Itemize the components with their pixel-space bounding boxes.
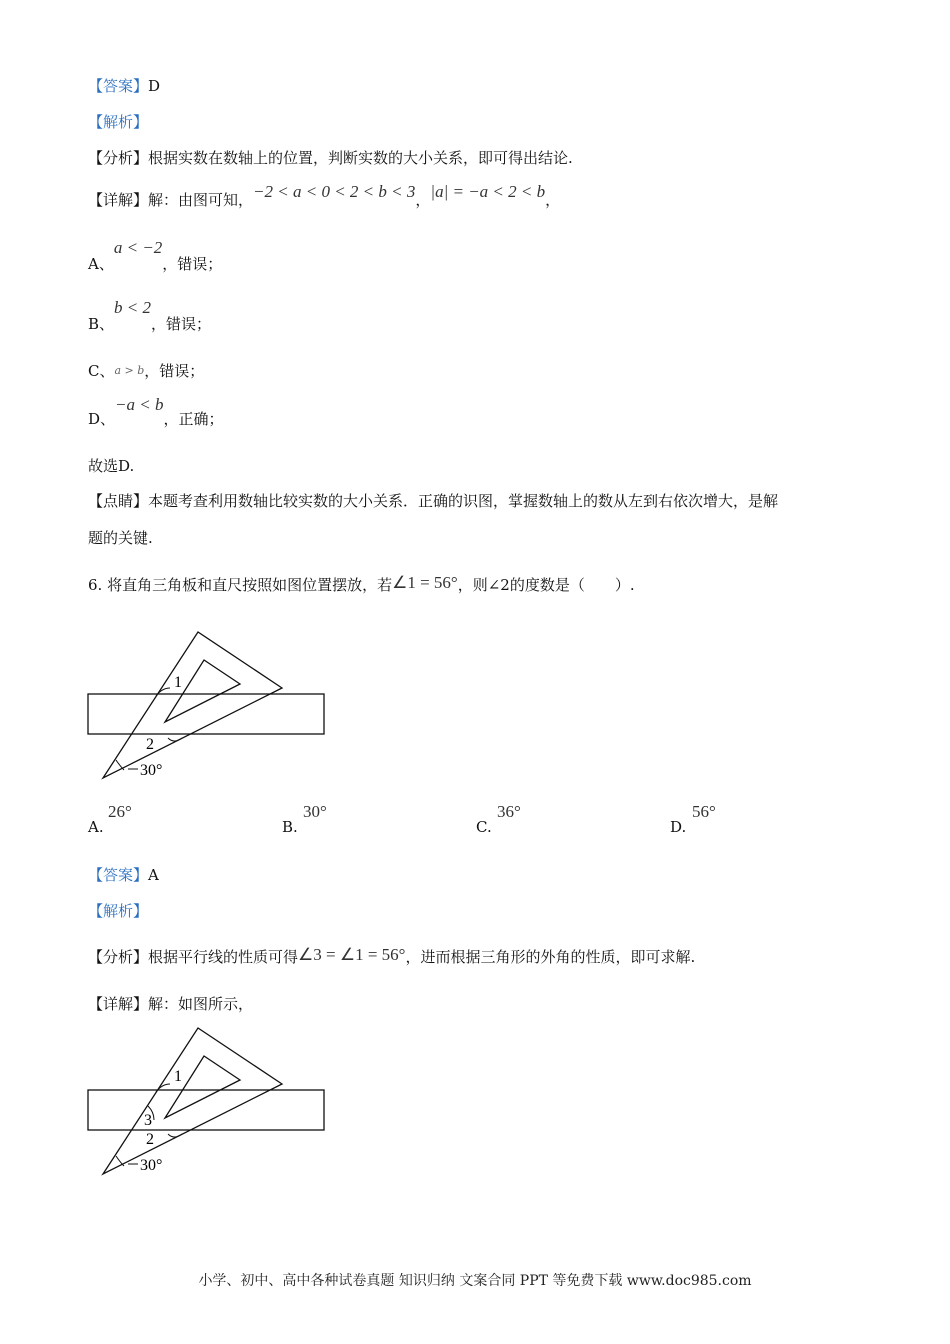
q6-stem-suffix: ，则∠2的度数是（ ）. [457,576,635,594]
q5-analysis-line [88,112,148,132]
angle1-arc [156,688,170,696]
answer-value: D [148,77,161,95]
angle2-label: 2 [146,736,154,753]
detail-tag: 【详解】 [88,191,149,209]
option-label: B、 [88,315,115,333]
answer-tag: 【答案】 [88,866,149,884]
q5-detail-line: 【详解】解：由图可知，−2 < a < 0 < 2 < b < 3，|a| = −a < 2 < b， [88,182,561,209]
analysis-tag: 【解析】 [88,113,149,131]
q5-answer-line [88,76,160,96]
fenxi-suffix: ，进而根据三角形的外角的性质，即可求解. [405,948,696,966]
fenxi-tag: 【分析】 [88,149,149,167]
fenxi-math: ∠3 = ∠1 = 56° [298,945,406,964]
ruler-rect [88,694,324,734]
answer-value: A [148,866,159,884]
triangle-ruler-figure-2 [86,1024,330,1178]
angle2-arc [168,1134,182,1137]
q6-detail-line [88,994,253,1014]
abs-inequality: |a| = −a < 2 < b [430,182,546,201]
q5-fenxi-line [88,148,573,168]
option-math: −a < b [115,395,164,414]
angle2-label: 2 [146,1131,154,1148]
choice-b-value[interactable]: 30° [303,802,327,821]
choice-b-label[interactable]: B. [282,818,298,836]
option-result: ，错误； [144,362,205,380]
triangle-inner [165,660,240,722]
q6-answer-line [88,865,159,885]
option-label: A、 [88,255,114,273]
angle30-label: 30° [140,762,163,779]
q5-option-a [88,238,223,274]
inequality-chain: −2 < a < 0 < 2 < b < 3 [253,182,416,201]
ruler-rect [88,1090,324,1130]
option-label: D、 [88,410,116,428]
choice-a-label[interactable]: A. [88,818,104,836]
q6-fenxi-line [88,947,695,967]
q5-option-c [88,361,204,383]
q6-stem-prefix: 6. 将直角三角板和直尺按照如图位置摆放，若 [88,576,393,594]
triangle-ruler-figure [86,628,330,782]
angle1-arc [156,1084,170,1092]
choice-c-value[interactable]: 36° [497,802,521,821]
dianjing-text: 本题考查利用数轴比较实数的大小关系．正确的识图，掌握数轴上的数从左到右依次增大，是解 [148,492,779,510]
page-footer: 小学、初中、高中各种试卷真题 知识归纳 文案合同 PPT 等免费下载 www.doc985.com [198,1273,752,1289]
fenxi-tag: 【分析】 [88,948,149,966]
detail-text: 解：由图可知， [148,191,254,209]
angle30-arc [116,1156,124,1166]
q6-stem-math: ∠1 = 56° [392,573,458,592]
option-result: ，错误； [162,255,223,273]
triangle-inner [165,1056,240,1118]
choice-c-label[interactable]: C. [476,818,492,836]
q5-option-b [88,298,212,334]
fenxi-prefix: 根据平行线的性质可得 [148,948,299,966]
detail-text: 解：如图所示， [148,995,254,1013]
choice-d-label[interactable]: D. [670,818,687,836]
angle3-label: 3 [144,1112,152,1129]
q5-dianjing-line2: 题的关键. [88,529,153,547]
option-math: a < −2 [113,238,163,257]
answer-tag: 【答案】 [88,77,149,95]
choice-d-value[interactable]: 56° [692,802,716,821]
q5-option-d [88,395,224,429]
detail-tag: 【详解】 [88,995,149,1013]
q6-stem [88,575,635,595]
option-math: a > b [114,364,145,377]
analysis-tag: 【解析】 [88,902,149,920]
q6-analysis-line [88,901,148,921]
option-math: b < 2 [114,298,152,317]
triangle-outer [103,632,282,778]
option-label: C、 [88,362,115,380]
q5-dianjing-line [88,491,778,511]
option-result: ，正确； [163,410,224,428]
choice-a-value[interactable]: 26° [108,802,132,821]
option-result: ，错误； [151,315,212,333]
triangle-outer [103,1028,282,1174]
dianjing-tag: 【点睛】 [88,492,149,510]
angle1-label: 1 [174,1068,182,1085]
angle1-label: 1 [174,674,182,691]
fenxi-text: 根据实数在数轴上的位置，判断实数的大小关系，即可得出结论. [148,149,573,167]
angle30-label: 30° [140,1157,163,1174]
angle2-arc [168,738,182,741]
q5-conclusion: 故选D. [88,457,135,475]
angle30-arc [116,760,124,770]
